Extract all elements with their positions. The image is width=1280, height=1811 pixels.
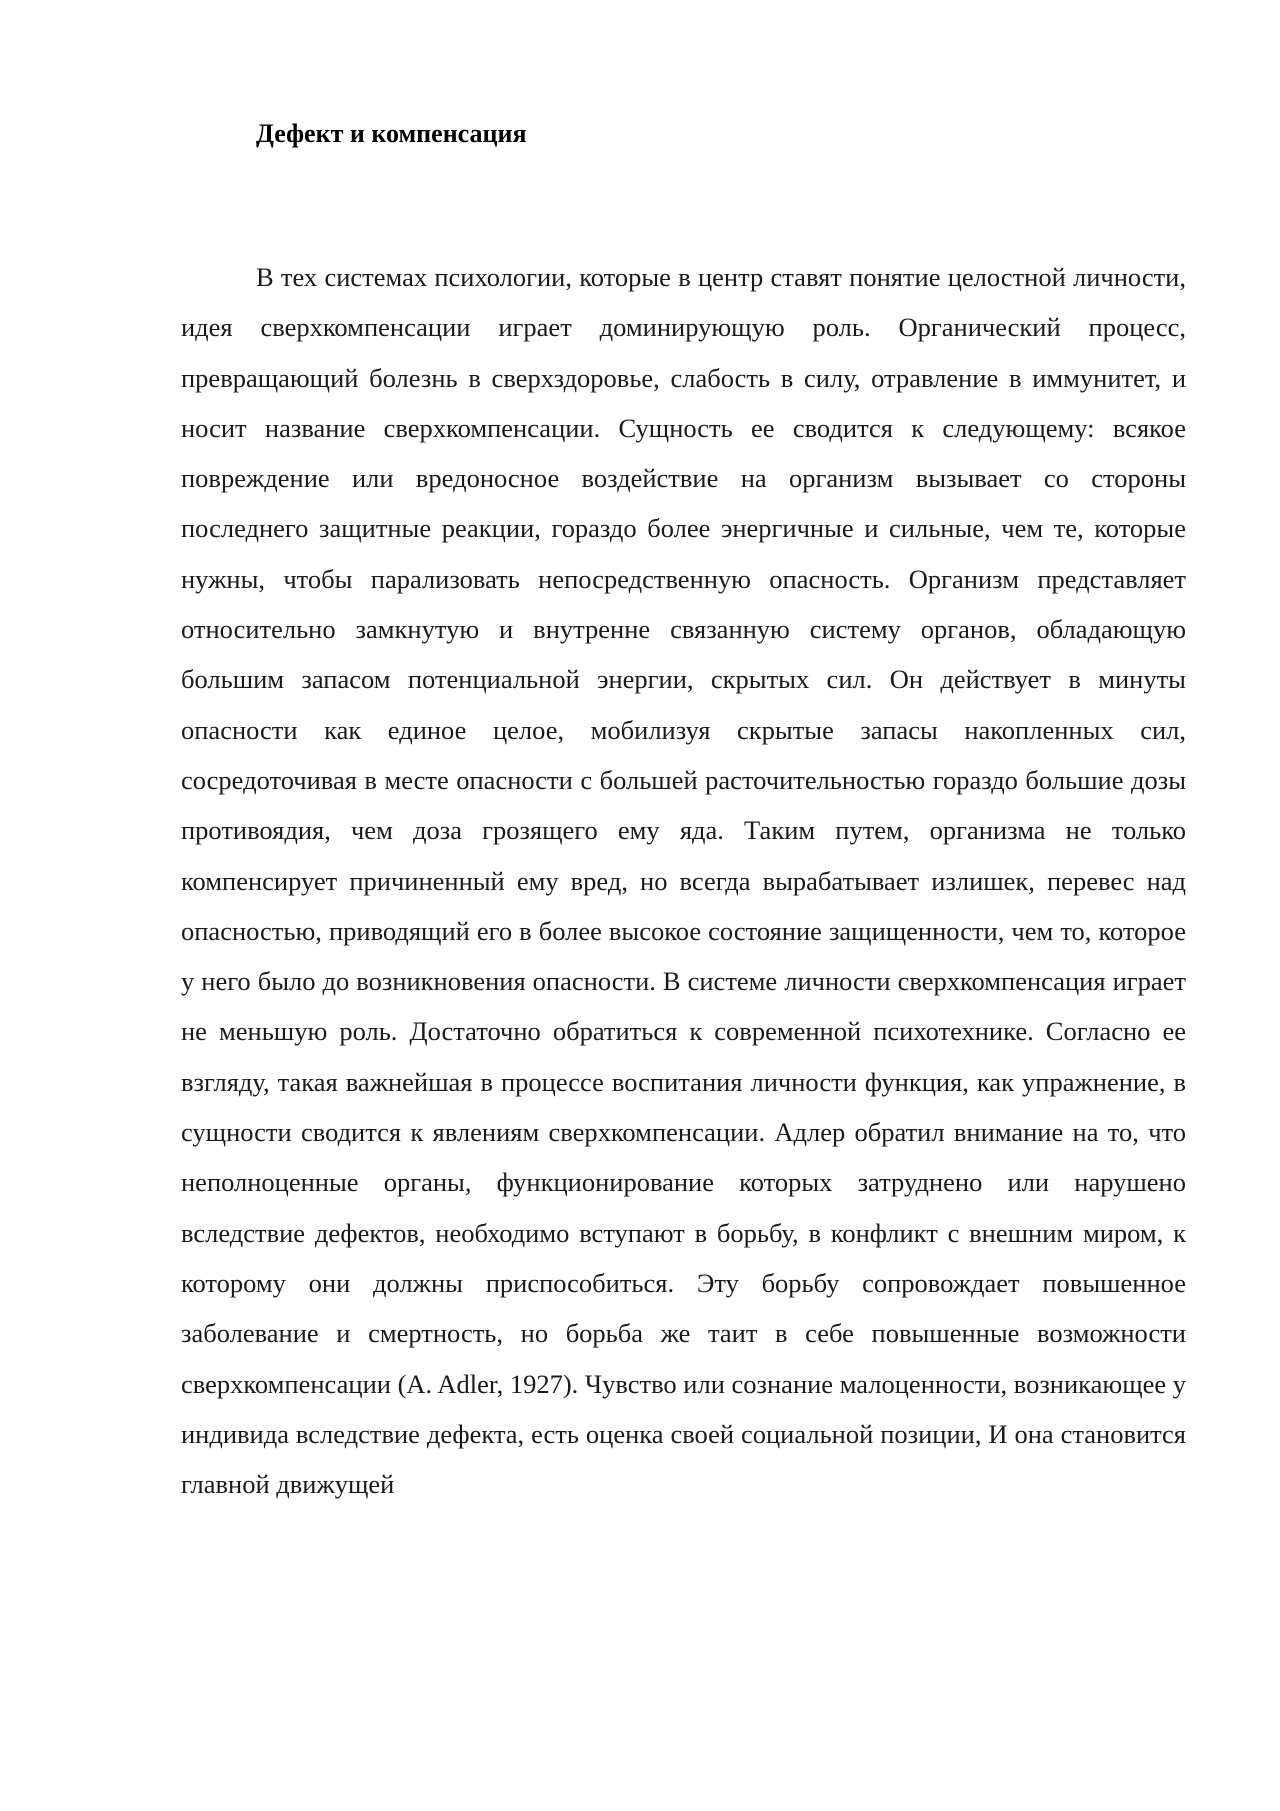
body-paragraph: В тех системах психологии, которые в центр ставят понятие целостной личности, идея сверхкомпенсации играет доминирующую роль. Органический процесс, превращающий болезнь в сверхздоровье, слабость в силу, отравление в иммунитет, и носит название сверхкомпенсации. Сущность ее сводится к следующему: всякое повреждение или вредоносное воздействие на организм вызывает со стороны последнего защитные реакции, гораздо более энергичные и сильные, чем те, которые нужны, чтобы парализовать непосредственную опасность. Организм представляет относительно замкнутую и внутренне связанную систему органов, обладающую большим запасом потенциальной энергии, скрытых сил. Он действует в минуты опасности как единое целое, мобилизуя скрытые запасы накопленных сил, сосредоточивая в месте опасности с большей расточительностью гораздо большие дозы противоядия, чем доза грозящего ему яда. Таким путем, организма не только компенсирует причиненный ему вред, но всегда вырабатывает излишек, перевес над опасностью, приводящий его в более высокое состояние защищенности, чем то, которое у него было до возникновения опасности. В системе личности сверхкомпенсация играет не меньшую роль. Достаточно обратиться к современной психотехнике. Согласно ее взгляду, такая важнейшая в процессе воспитания личности функция, как упражнение, в сущности сводится к явлениям сверхкомпенсации. Адлер обратил внимание на то, что неполноценные органы, функционирование которых затруднено или нарушено вследствие дефектов, необходимо вступают в борьбу, в конфликт с внешним миром, к которому они должны приспособиться. Эту борьбу сопровождает повышенное заболевание и смертность, но борьба же таит в себе повышенные возможности сверхкомпенсации (A. Adler, 1927). Чувство или сознание малоценности, возникающее у индивида вследствие дефекта, есть оценка своей социальной позиции, И она становится главной движущей [181, 262, 1186, 1500]
document-title: Дефект и компенсация [256, 119, 527, 148]
